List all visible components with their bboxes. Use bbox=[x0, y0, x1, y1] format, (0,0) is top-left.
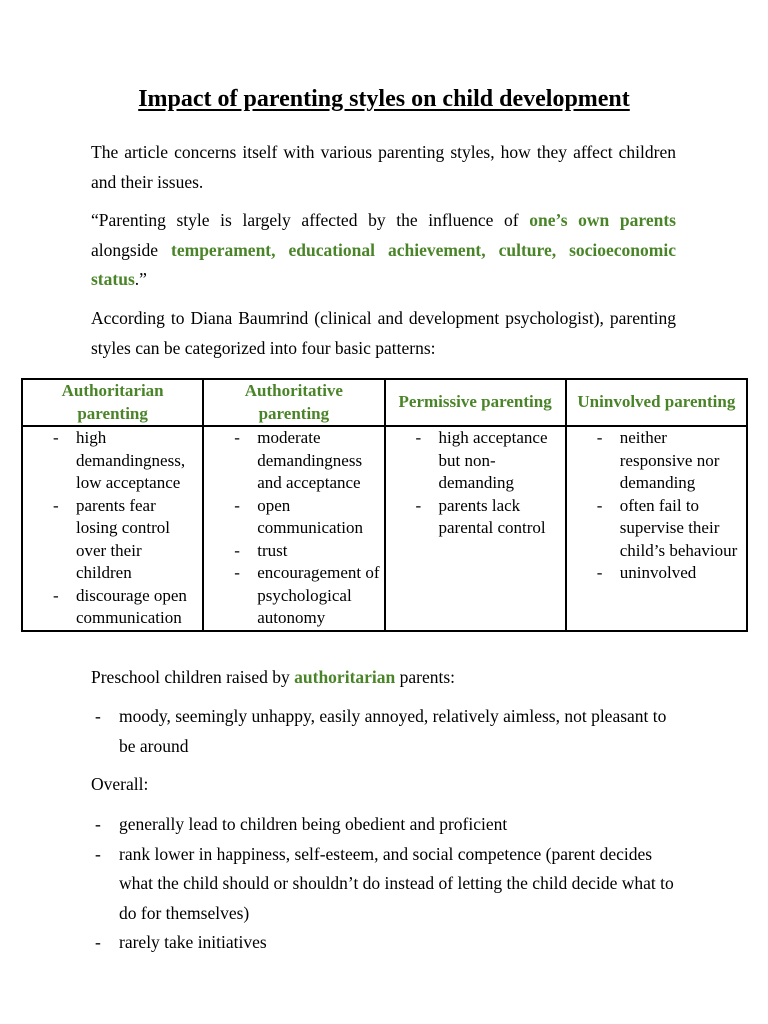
quote-paragraph bbox=[91, 206, 676, 295]
list-item: - encouragement of psychological autonomy bbox=[204, 562, 379, 630]
list-item: - parents fear losing control over their children bbox=[23, 495, 198, 585]
list-item: - high acceptance but non-demanding bbox=[386, 427, 561, 495]
preschool-text-2: parents: bbox=[395, 667, 456, 687]
list-item: - open communication bbox=[204, 495, 379, 540]
header-authoritarian: Authoritarian parenting bbox=[22, 379, 203, 426]
list-item: - moderate demandingness and acceptance bbox=[204, 427, 379, 495]
preschool-list bbox=[91, 702, 676, 761]
header-permissive: Permissive parenting bbox=[385, 379, 566, 426]
list-item: - discourage open communication bbox=[23, 585, 198, 630]
preschool-paragraph bbox=[91, 663, 676, 693]
page-title: Impact of parenting styles on child development bbox=[138, 86, 630, 112]
quote-highlight-parents: one’s own parents bbox=[529, 210, 676, 230]
list-item: - generally lead to children being obedient and proficient bbox=[91, 810, 676, 840]
baumrind-paragraph: According to Diana Baumrind (clinical and development psychologist), parenting styles can be categorized into four basic patterns: bbox=[91, 308, 676, 358]
quote-text-2: alongside bbox=[91, 239, 172, 260]
list-item: - moody, seemingly unhappy, easily annoyed, relatively aimless, not pleasant to be around bbox=[91, 702, 676, 761]
intro-paragraph: The article concerns itself with various parenting styles, how they affect children and their issues. bbox=[91, 142, 676, 192]
quote-highlight-factors: temperament, educational achievement, culture, socioeconomic status bbox=[91, 239, 676, 289]
cell-authoritarian bbox=[22, 426, 203, 631]
list-item: - neither responsive nor demanding bbox=[567, 427, 742, 495]
overall-list bbox=[91, 810, 676, 958]
cell-authoritative bbox=[203, 426, 384, 631]
cell-permissive bbox=[385, 426, 566, 631]
preschool-text-1: Preschool children raised by bbox=[91, 667, 295, 687]
quote-text-3: .” bbox=[134, 269, 147, 289]
list-item: - often fail to supervise their child’s behaviour bbox=[567, 495, 742, 563]
list-item: - rank lower in happiness, self-esteem, and social competence (parent decides what the child should or shouldn’t do instead of letting the child decide what to do for themselves) bbox=[91, 840, 676, 929]
list-item: - parents lack parental control bbox=[386, 495, 561, 540]
cell-uninvolved bbox=[566, 426, 747, 631]
parenting-styles-table bbox=[21, 378, 748, 632]
list-item: - high demandingness, low acceptance bbox=[23, 427, 198, 495]
table-header-row bbox=[22, 379, 747, 426]
table-row bbox=[22, 426, 747, 631]
list-item: - rarely take initiatives bbox=[91, 928, 676, 958]
overall-label: Overall: bbox=[91, 774, 149, 794]
quote-text-1: “Parenting style is largely affected by the influence of bbox=[91, 210, 530, 230]
header-uninvolved: Uninvolved parenting bbox=[566, 379, 747, 426]
list-item: - trust bbox=[204, 540, 379, 563]
preschool-highlight: authoritarian bbox=[294, 667, 396, 687]
list-item: - uninvolved bbox=[567, 562, 742, 585]
header-authoritative: Authoritative parenting bbox=[203, 379, 384, 426]
